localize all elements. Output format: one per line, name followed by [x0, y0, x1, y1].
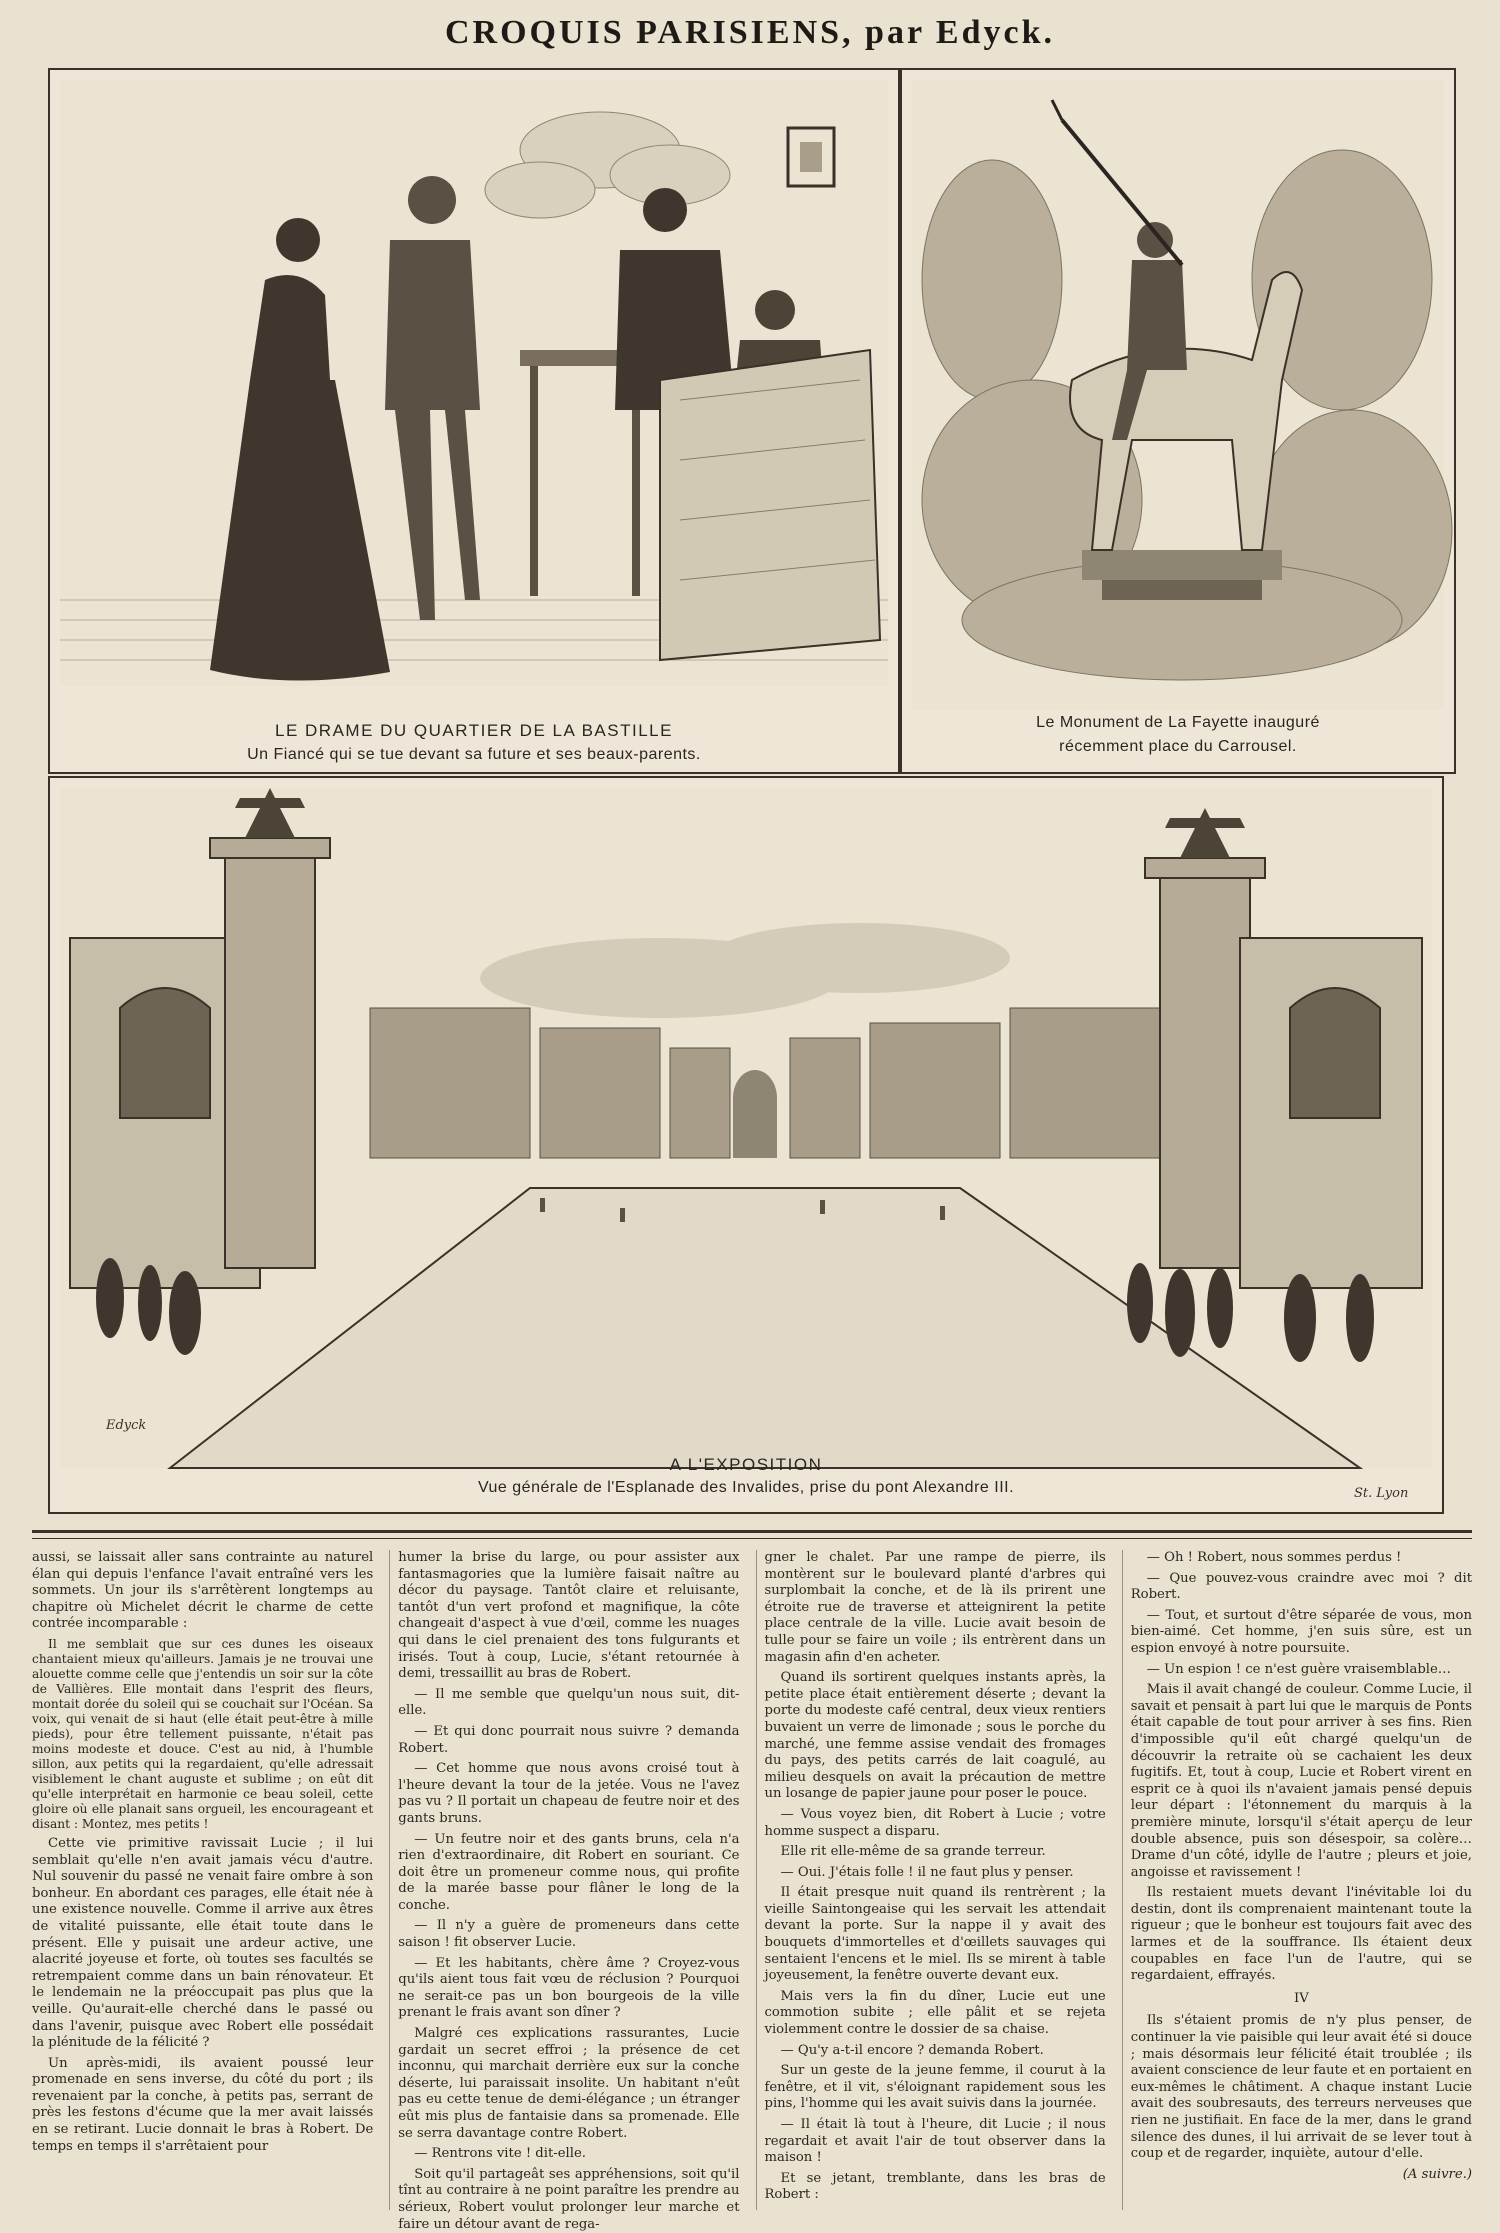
paragraph: — Oh ! Robert, nous sommes perdus !	[1146, 1550, 1402, 1565]
illustration-lafayette-art	[912, 80, 1444, 710]
paragraph: Cette vie primitive ravissait Lucie ; il lui semblait qu'elle n'en avait jamais vécu d'autre. Nul souvenir du passé ne venait faire ombre à son bonheur. En abordant ces parages, elle était née à une existence nouvelle. Comme il arrive aux êtres de vitalité puissante, elle était toute dans le présent. Elle y puisait une ardeur active, une alacrité joyeuse et forte, où toutes ses facultés se retrempaient comme dans un bain rénovateur. Et le lendemain ne la préoccupait pas plus que la veille. Qu'aurait-elle cherché dans le passé ou dans l'avenir, puisque avec Robert elle possédait la plénitude de la félicité ?	[32, 1835, 374, 2051]
caption-exposition-sub: Vue générale de l'Esplanade des Invalides, prise du pont Alexandre III.	[477, 1479, 1015, 1496]
paragraph: — Rentrons vite ! dit-elle.	[414, 2146, 586, 2162]
paragraph: — Tout, et surtout d'être séparée de vous, mon bien-aimé. Cet homme, j'en suis sûre, est un espion envoyé à notre poursuite.	[1130, 1607, 1472, 1656]
signature-engraver: St. Lyon	[1354, 1486, 1409, 1501]
paragraph: Malgré ces explications rassurantes, Lucie gardait un secret effroi ; la présence de cet inconnu, qui marchait derrière eux sur la conche déserte, lui paraissait insolite. Un habitant n'eût pas eu cette tenue de demi-élégance ; un étranger eût mis plus de fantaisie dans sa promenade. Elle se serra davantage contre Robert.	[398, 2026, 740, 2141]
illustration-bastille-art	[60, 80, 888, 686]
paragraph: — Oui. J'étais folle ! il ne faut plus y penser.	[780, 1864, 1074, 1880]
paragraph: humer la brise du large, ou pour assister aux fantasmagories que la lumière faisait naître au décor du paysage. Tantôt claire et reluisante, tantôt d'un vert profond et magnifique, la côte changeait d'aspect à vue d'œil, comme les nuages qui dans le ciel prenaient des tons fulgurants et irisés. Tout à coup, Lucie, s'étant retournée à demi, tressaillit au bras de Robert.	[398, 1550, 740, 1682]
illustration-exposition	[48, 776, 1444, 1514]
signature-edyck: Edyck	[106, 1418, 147, 1433]
quotation: Il me semblait que sur ces dunes les oiseaux chantaient mieux qu'ailleurs. Jamais je ne trouvai une alouette comme celle que j'entendis un soir sur la côte de Vallières. Elle montait dans l'esprit des fleurs, montait dorée du soleil qui se couchait sur l'Océan. Sa voix, qui venait de si haut (elle était peut-être à mille pieds), pour être tellement puissante, n'était pas moins modeste et douce. C'est au nid, à l'humble sillon, aux petits qui la regardaient, qu'elle adressait visiblement le chant auguste et sublime ; on eût dit qu'elle interprétait en harmonie ce beau soleil, cette gloire où elle planait sans orgueil, les encourageant et disant : Montez, mes petits !	[32, 1636, 374, 1831]
paragraph: — Et qui donc pourrait nous suivre ? demanda Robert.	[398, 1723, 740, 1756]
paragraph: — Il était là tout à l'heure, dit Lucie ; il nous regardait et avait l'air de tout observer dans la maison !	[764, 2117, 1106, 2166]
paragraph: Ils s'étaient promis de n'y plus penser, de continuer la vie paisible qui leur avait été si douce ; mais désormais leur félicité était troublée ; ils avaient conscience de leur faute et en portaient en eux-mêmes le châtiment. A chaque instant Lucie avait des soubresauts, des terreurs nerveuses que rien ne justifiait. En face de la mer, dans le grand silence des dunes, il lui arrivait de se lever tout à coup et de regarder, inquiète, autour d'elle.	[1130, 2013, 1472, 2162]
caption-lafayette-line2: récemment place du Carrousel.	[1059, 738, 1297, 755]
paragraph: — Vous voyez bien, dit Robert à Lucie ; votre homme suspect a disparu.	[764, 1806, 1106, 1839]
paragraph: — Qu'y a-t-il encore ? demanda Robert.	[780, 2042, 1044, 2058]
caption-bastille-title: LE DRAME DU QUARTIER DE LA BASTILLE	[275, 721, 673, 740]
paragraph: Soit qu'il partageât ses appréhensions, soit qu'il tînt au contraire à ne point paraître les prendre au sérieux, Robert voulut prolonger leur marche et faire un détour avant de rega-	[398, 2166, 740, 2232]
caption-bastille-sub: Un Fiancé qui se tue devant sa future et ses beaux-parents.	[247, 746, 701, 763]
paragraph: — Que pouvez-vous craindre avec moi ? dit Robert.	[1130, 1570, 1472, 1603]
paragraph: — Un espion ! ce n'est guère vraisemblable…	[1146, 1661, 1451, 1677]
paragraph: Et se jetant, tremblante, dans les bras de Robert :	[764, 2170, 1106, 2203]
paragraph: Il était presque nuit quand ils rentrèrent ; la vieille Saintongeaise qui les servait les attendait devant la porte. Sur la nappe il y avait des bouquets d'immortelles et d'œillets sauvages qui sentaient l'encens et le miel. Ils se mirent à table joyeusement, la fenêtre ouverte devant eux.	[764, 1885, 1106, 1984]
article-column-3	[756, 1550, 1106, 2210]
paragraph: — Il n'y a guère de promeneurs dans cette saison ! fit observer Lucie.	[398, 1918, 740, 1951]
article-column-2	[389, 1550, 740, 2232]
paragraph: — Un feutre noir et des gants bruns, cela n'a rien d'extraordinaire, dit Robert en souriant. Ce doit être un promeneur comme nous, qui profite de la marée basse pour flâner le long de la conche.	[398, 1831, 740, 1913]
section-number: IV	[1294, 1990, 1309, 2006]
paragraph: Mais il avait changé de couleur. Comme Lucie, il savait et pensait à part lui que le marquis de Ponts était capable de tout pour arriver à ses fins. Rien d'impossible qu'il eût chargé quelqu'un de découvrir la retraite où se cachaient les deux fugitifs. Et, tout à coup, Lucie et Robert virent en esprit ce à quoi ils n'avaient jamais pensé depuis leur départ : l'étonnement du marquis à la première minute, lorsqu'il s'était aperçu de leur double absence, puis son désespoir, sa colère… Drame d'un côté, idylle de l'autre ; pleurs et joie, angoisse et ravissement !	[1130, 1682, 1472, 1880]
article-body	[32, 1550, 1472, 2232]
to-be-continued: (A suivre.)	[1402, 2166, 1472, 2182]
paragraph: aussi, se laissait aller sans contrainte au naturel élan qui depuis l'enfance l'avait entraîné vers les sommets. Un jour ils s'arrêtèrent longtemps au chapitre où Michelet décrit le charme de cette contrée incomparable :	[32, 1550, 374, 1632]
caption-lafayette-line1: Le Monument de La Fayette inauguré	[1036, 714, 1320, 731]
page-title: CROQUIS PARISIENS, par Edyck.	[444, 14, 1056, 51]
paragraph: Sur un geste de la jeune femme, il courut à la fenêtre, et il vit, s'éloignant rapidement sous les pins, l'homme qui les avait suivis dans la journée.	[764, 2063, 1106, 2112]
paragraph: Elle rit elle-même de sa grande terreur.	[780, 1844, 1046, 1860]
paragraph: Un après-midi, ils avaient poussé leur promenade en sens inverse, du côté du port ; ils revenaient par la conche, à petits pas, serrant de près les festons d'écume que la mer avait laissés en se retirant. Lucie donnait le bras à Robert. De temps en temps il s'arrêtaient pour	[32, 2055, 374, 2154]
paragraph: — Cet homme que nous avons croisé tout à l'heure devant la tour de la jetée. Vous ne l'avez pas vu ? Il portait un chapeau de feutre noir et des gants bruns.	[398, 1761, 740, 1826]
paragraph: — Et les habitants, chère âme ? Croyez-vous qu'ils aient tous fait vœu de réclusion ? Pourquoi ne serait-ce pas un bon bourgeois de la ville prenant le frais avant son dîner ?	[398, 1955, 740, 2021]
paragraph: Ils restaient muets devant l'inévitable loi du destin, dont ils comprenaient maintenant toute la rigueur ; que le bonheur est toujours fait avec des larmes et de la souffrance. Ils étaient deux coupables en face l'un de l'autre, qui se regardaient, effrayés.	[1130, 1885, 1472, 1984]
article-column-1	[32, 1550, 373, 2210]
illustration-exposition-art	[60, 788, 1432, 1468]
separator-rule-thin	[32, 1538, 1472, 1539]
paragraph: Quand ils sortirent quelques instants après, la petite place était entièrement déserte ; devant la porte du modeste café central, deux vieux rentiers buvaient un verre de limonade ; sous le porche du marché, une femme assise vendait des fromages du pays, des petits carrés de lait coagulé, au milieu desquels on avait la précaution de mettre un losange de papier jaune pour poser le pouce.	[764, 1670, 1106, 1802]
caption-exposition-title: A L'EXPOSITION	[669, 1455, 823, 1474]
paragraph: gner le chalet. Par une rampe de pierre, ils montèrent sur le boulevard planté d'arbres qui surplombait la conche, et de là ils prirent une étroite rue de traverse et atteignirent la petite place centrale de la ville. Lucie avait besoin de tulle pour se faire un voile ; ils entrèrent dans un magasin afin d'en acheter.	[764, 1550, 1106, 1665]
illustration-bastille	[48, 68, 900, 774]
paragraph: — Il me semble que quelqu'un nous suit, dit-elle.	[398, 1686, 740, 1719]
article-column-4	[1122, 1550, 1472, 2210]
paragraph: Mais vers la fin du dîner, Lucie eut une commotion subite ; elle pâlit et se rejeta violemment contre le dossier de sa chaise.	[764, 1988, 1106, 2038]
separator-rule	[32, 1530, 1472, 1533]
illustration-lafayette	[900, 68, 1456, 774]
